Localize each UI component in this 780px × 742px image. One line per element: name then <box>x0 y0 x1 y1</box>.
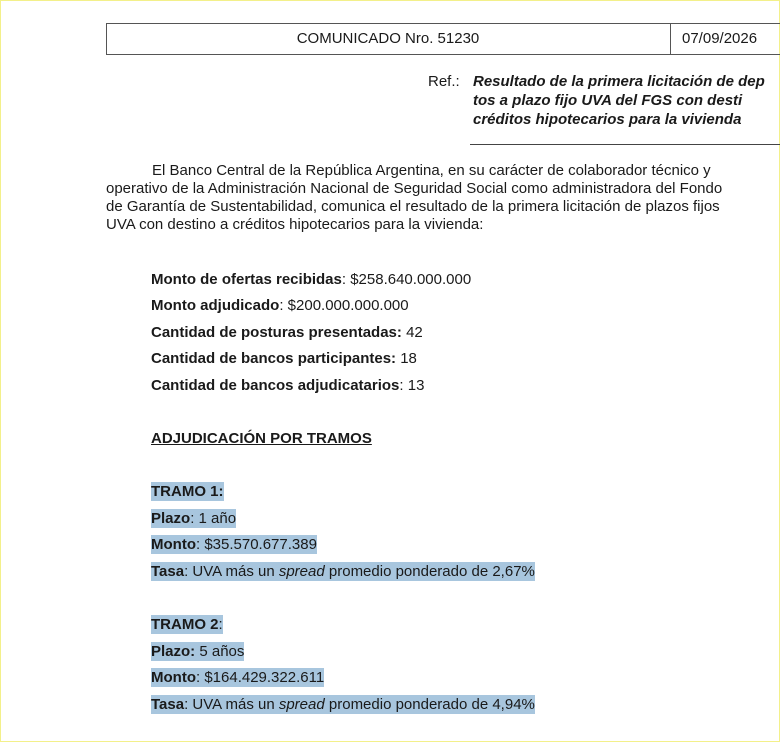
ref-subject <box>473 72 765 129</box>
tramo-1-plazo <box>151 509 236 529</box>
tramo-1-plazo-value: : 1 año <box>190 510 237 527</box>
tramo-1-plazo-label: Plazo <box>151 510 191 527</box>
header-divider <box>670 23 671 55</box>
tramo-1-tasa-spread: spread <box>278 563 325 580</box>
tramo-2-title-suffix: : <box>218 616 223 633</box>
intro-paragraph <box>106 162 766 234</box>
ref-rule <box>470 144 780 145</box>
posturas-label: Cantidad de posturas presentadas: <box>151 324 402 341</box>
tramo-1-tasa <box>151 562 535 582</box>
tramo-2-tasa-spread: spread <box>278 696 325 713</box>
tramo-1-tasa-pre: : UVA más un <box>184 563 279 580</box>
comunicado-number: COMUNICADO Nro. 51230 <box>296 30 480 47</box>
adjudicatarios-label: Cantidad de bancos adjudicatarios <box>151 377 400 394</box>
tramo-1-title-text: TRAMO 1: <box>151 483 224 500</box>
intro-line-4: UVA con destino a créditos hipotecarios para la vivienda: <box>106 216 484 233</box>
bancos-label: Cantidad de bancos participantes: <box>151 350 397 367</box>
tramo-2-tasa-pre: : UVA más un <box>184 696 279 713</box>
ref-line-1: Resultado de la primera licitación de dep <box>473 73 765 90</box>
summary-adjudicatarios <box>151 376 424 396</box>
tramo-2-monto-label: Monto <box>151 669 196 686</box>
ref-line-2: tos a plazo fijo UVA del FGS con desti <box>473 92 743 109</box>
tramo-2-plazo <box>151 642 244 662</box>
tramo-1-title <box>151 482 224 502</box>
tramo-2-title-text: TRAMO 2 <box>151 616 219 633</box>
tramo-2-monto <box>151 668 324 688</box>
bancos-value: 18 <box>396 350 417 367</box>
tramo-2-tasa <box>151 695 535 715</box>
tramo-2-plazo-value: 5 años <box>195 643 245 660</box>
summary-bancos <box>151 349 417 369</box>
summary-ofertas <box>151 270 471 290</box>
tramo-2-title <box>151 615 223 635</box>
ofertas-label: Monto de ofertas recibidas <box>151 271 342 288</box>
posturas-value: 42 <box>401 324 423 341</box>
summary-posturas <box>151 323 423 343</box>
tramo-2-tasa-label: Tasa <box>151 696 185 713</box>
tramo-2-plazo-label: Plazo: <box>151 643 196 660</box>
ofertas-value: : $258.640.000.000 <box>341 271 472 288</box>
tramo-2-monto-value: : $164.429.322.611 <box>195 669 325 686</box>
tramo-1-monto-label: Monto <box>151 536 196 553</box>
ref-line-3: créditos hipotecarios para la vivienda <box>473 111 742 128</box>
ref-label: Ref.: <box>428 73 460 90</box>
adjudicado-label: Monto adjudicado <box>151 297 280 314</box>
tramo-1-tasa-label: Tasa <box>151 563 185 580</box>
intro-line-3: de Garantía de Sustentabilidad, comunica el resultado de la primera licitación de plazos fijos <box>106 198 720 215</box>
tramo-1-tasa-post: promedio ponderado de 2,67% <box>324 563 535 580</box>
adjudicacion-title: ADJUDICACIÓN POR TRAMOS <box>151 430 372 447</box>
adjudicatarios-value: : 13 <box>399 377 425 394</box>
adjudicado-value: : $200.000.000.000 <box>279 297 409 314</box>
intro-line-1: El Banco Central de la República Argentina, en su carácter de colaborador técnico y <box>152 162 711 179</box>
comunicado-date: 07/09/2026 <box>682 30 758 47</box>
tramo-1-monto <box>151 535 317 555</box>
summary-adjudicado <box>151 296 409 316</box>
tramo-2-tasa-post: promedio ponderado de 4,94% <box>324 696 535 713</box>
intro-line-2: operativo de la Administración Nacional de Seguridad Social como administradora del Fondo <box>106 180 723 197</box>
tramo-1-monto-value: : $35.570.677.389 <box>195 536 317 553</box>
